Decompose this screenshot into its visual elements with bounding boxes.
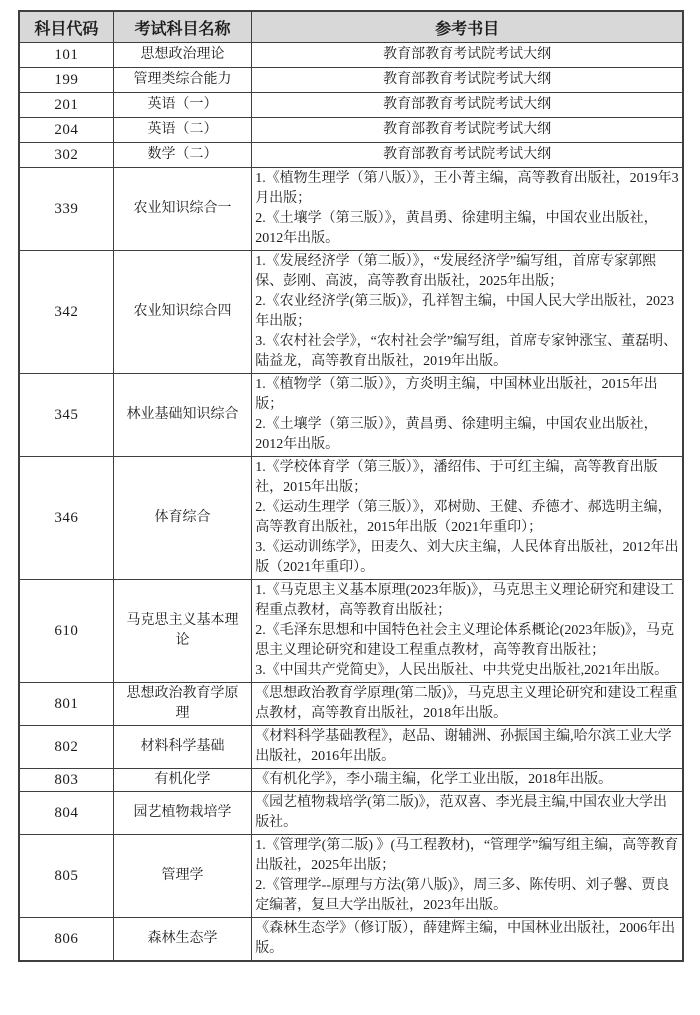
subject-name-cell: 英语（二）	[113, 118, 251, 143]
reference-books-cell	[252, 769, 683, 792]
subject-code-cell: 101	[19, 43, 113, 68]
reference-book-line: 2.《毛泽东思想和中国特色社会主义理论体系概论(2023年版)》，马克思主义理论研究和建设工程重点教材，高等教育出版社；	[255, 623, 675, 658]
reference-book-line: 2.《管理学--原理与方法(第八版)》，周三多、陈传明、刘子馨、贾良定编著，复旦大学出版社，2023年出版。	[255, 878, 670, 913]
table-row	[19, 769, 683, 792]
reference-book-line: 2.《农业经济学(第三版)》，孔祥智主编，中国人民大学出版社，2023年出版；	[255, 294, 675, 329]
reference-books-cell	[252, 792, 683, 835]
subject-code-cell: 204	[19, 118, 113, 143]
subject-name-cell: 农业知识综合一	[113, 168, 251, 251]
reference-book-line: 1.《管理学(第二版) 》(马工程教材)，“管理学”编写组主编，高等教育出版社，2025年出版；	[255, 838, 679, 873]
reference-books-cell	[252, 168, 683, 251]
subject-name-cell: 管理类综合能力	[113, 68, 251, 93]
subject-code-cell: 803	[19, 769, 113, 792]
subject-name-cell: 有机化学	[113, 769, 251, 792]
reference-books-table	[18, 10, 684, 962]
reference-book-line: 教育部教育考试院考试大纲	[383, 47, 552, 62]
table-row	[19, 118, 683, 143]
subject-code-cell: 801	[19, 683, 113, 726]
reference-book-line: 1.《发展经济学（第二版）》，“发展经济学”编写组，首席专家郭熙保、彭刚、高波，高等教育出版社，2025年出版；	[255, 254, 657, 289]
subject-name-cell: 体育综合	[113, 457, 251, 580]
subject-code-cell: 302	[19, 143, 113, 168]
reference-book-line: 教育部教育考试院考试大纲	[383, 122, 552, 137]
subject-name-cell: 森林生态学	[113, 918, 251, 962]
subject-code-cell: 342	[19, 251, 113, 374]
subject-code-cell: 199	[19, 68, 113, 93]
subject-name-cell: 马克思主义基本理论	[113, 580, 251, 683]
subject-name-cell: 材料科学基础	[113, 726, 251, 769]
reference-book-line: 3.《中国共产党简史》，人民出版社、中共党史出版社,2021年出版。	[255, 663, 669, 678]
reference-books-cell	[252, 374, 683, 457]
header-row	[19, 11, 683, 43]
subject-name-cell: 思想政治理论	[113, 43, 251, 68]
reference-book-line: 《森林生态学》（修订版），薛建辉主编，中国林业出版社，2006年出版。	[255, 921, 676, 956]
table-row	[19, 792, 683, 835]
table-row	[19, 835, 683, 918]
subject-name-cell: 数学（二）	[113, 143, 251, 168]
table-row	[19, 68, 683, 93]
header-subject-code: 科目代码	[19, 11, 113, 43]
table-row	[19, 580, 683, 683]
reference-books-cell	[252, 68, 683, 93]
reference-books-cell	[252, 251, 683, 374]
subject-name-cell: 英语（一）	[113, 93, 251, 118]
reference-book-line: 教育部教育考试院考试大纲	[383, 147, 552, 162]
table-row	[19, 683, 683, 726]
subject-code-cell: 345	[19, 374, 113, 457]
reference-books-cell	[252, 143, 683, 168]
table-row	[19, 374, 683, 457]
table-header	[19, 11, 683, 43]
reference-books-cell	[252, 726, 683, 769]
reference-books-cell	[252, 118, 683, 143]
header-reference-books: 参考书目	[252, 11, 683, 43]
table-body	[19, 43, 683, 962]
reference-books-cell	[252, 835, 683, 918]
reference-books-cell	[252, 580, 683, 683]
subject-name-cell: 农业知识综合四	[113, 251, 251, 374]
subject-name-cell: 管理学	[113, 835, 251, 918]
reference-book-line: 2.《土壤学（第三版）》，黄昌勇、徐建明主编，中国农业出版社，2012年出版。	[255, 211, 658, 246]
reference-book-line: 《材料科学基础教程》，赵品、谢辅洲、孙振国主编,哈尔滨工业大学出版社，2016年出版。	[255, 729, 672, 764]
subject-code-cell: 346	[19, 457, 113, 580]
reference-book-line: 《思想政治教育学原理(第二版)》，马克思主义理论研究和建设工程重点教材，高等教育出版社，2018年出版。	[255, 686, 678, 721]
subject-code-cell: 804	[19, 792, 113, 835]
table-row	[19, 143, 683, 168]
reference-books-cell	[252, 918, 683, 962]
reference-book-line: 1.《学校体育学（第三版）》，潘绍伟、于可红主编，高等教育出版社，2015年出版；	[255, 460, 658, 495]
table-row	[19, 93, 683, 118]
table-row	[19, 726, 683, 769]
subject-code-cell: 802	[19, 726, 113, 769]
subject-name-cell: 园艺植物栽培学	[113, 792, 251, 835]
reference-book-line: 1.《马克思主义基本原理(2023年版)》，马克思主义理论研究和建设工程重点教材，高等教育出版社；	[255, 583, 675, 618]
reference-book-line: 《有机化学》，李小瑞主编，化学工业出版，2018年出版。	[255, 772, 613, 787]
table-row	[19, 918, 683, 962]
reference-books-cell	[252, 93, 683, 118]
table-row	[19, 457, 683, 580]
reference-book-line: 3.《农村社会学》，“农村社会学”编写组，首席专家钟涨宝、董磊明、陆益龙，高等教育出版社，2019年出版。	[255, 334, 678, 369]
reference-book-line: 《园艺植物栽培学(第二版)》，范双喜、李光晨主编,中国农业大学出版社。	[255, 795, 668, 830]
reference-books-cell	[252, 43, 683, 68]
subject-name-cell: 思想政治教育学原理	[113, 683, 251, 726]
reference-books-cell	[252, 457, 683, 580]
subject-code-cell: 805	[19, 835, 113, 918]
subject-code-cell: 610	[19, 580, 113, 683]
reference-book-line: 1.《植物学（第二版）》，方炎明主编，中国林业出版社，2015年出版；	[255, 377, 658, 412]
reference-book-line: 教育部教育考试院考试大纲	[383, 72, 552, 87]
reference-book-line: 2.《土壤学（第三版）》，黄昌勇、徐建明主编，中国农业出版社，2012年出版。	[255, 417, 658, 452]
subject-code-cell: 339	[19, 168, 113, 251]
header-subject-name: 考试科目名称	[113, 11, 251, 43]
table-row	[19, 43, 683, 68]
reference-book-line: 2.《运动生理学（第三版）》，邓树勋、王健、乔德才、郝选明主编，高等教育出版社，2015年出版（2021年重印）；	[255, 500, 672, 535]
subject-code-cell: 806	[19, 918, 113, 962]
reference-book-line: 3.《运动训练学》，田麦久、刘大庆主编，人民体育出版社，2012年出版（2021年重印）。	[255, 540, 679, 575]
reference-books-cell	[252, 683, 683, 726]
subject-code-cell: 201	[19, 93, 113, 118]
table-row	[19, 251, 683, 374]
table-row	[19, 168, 683, 251]
subject-name-cell: 林业基础知识综合	[113, 374, 251, 457]
reference-book-line: 教育部教育考试院考试大纲	[383, 97, 552, 112]
reference-book-line: 1.《植物生理学（第八版）》，王小菁主编，高等教育出版社，2019年3月出版；	[255, 171, 679, 206]
